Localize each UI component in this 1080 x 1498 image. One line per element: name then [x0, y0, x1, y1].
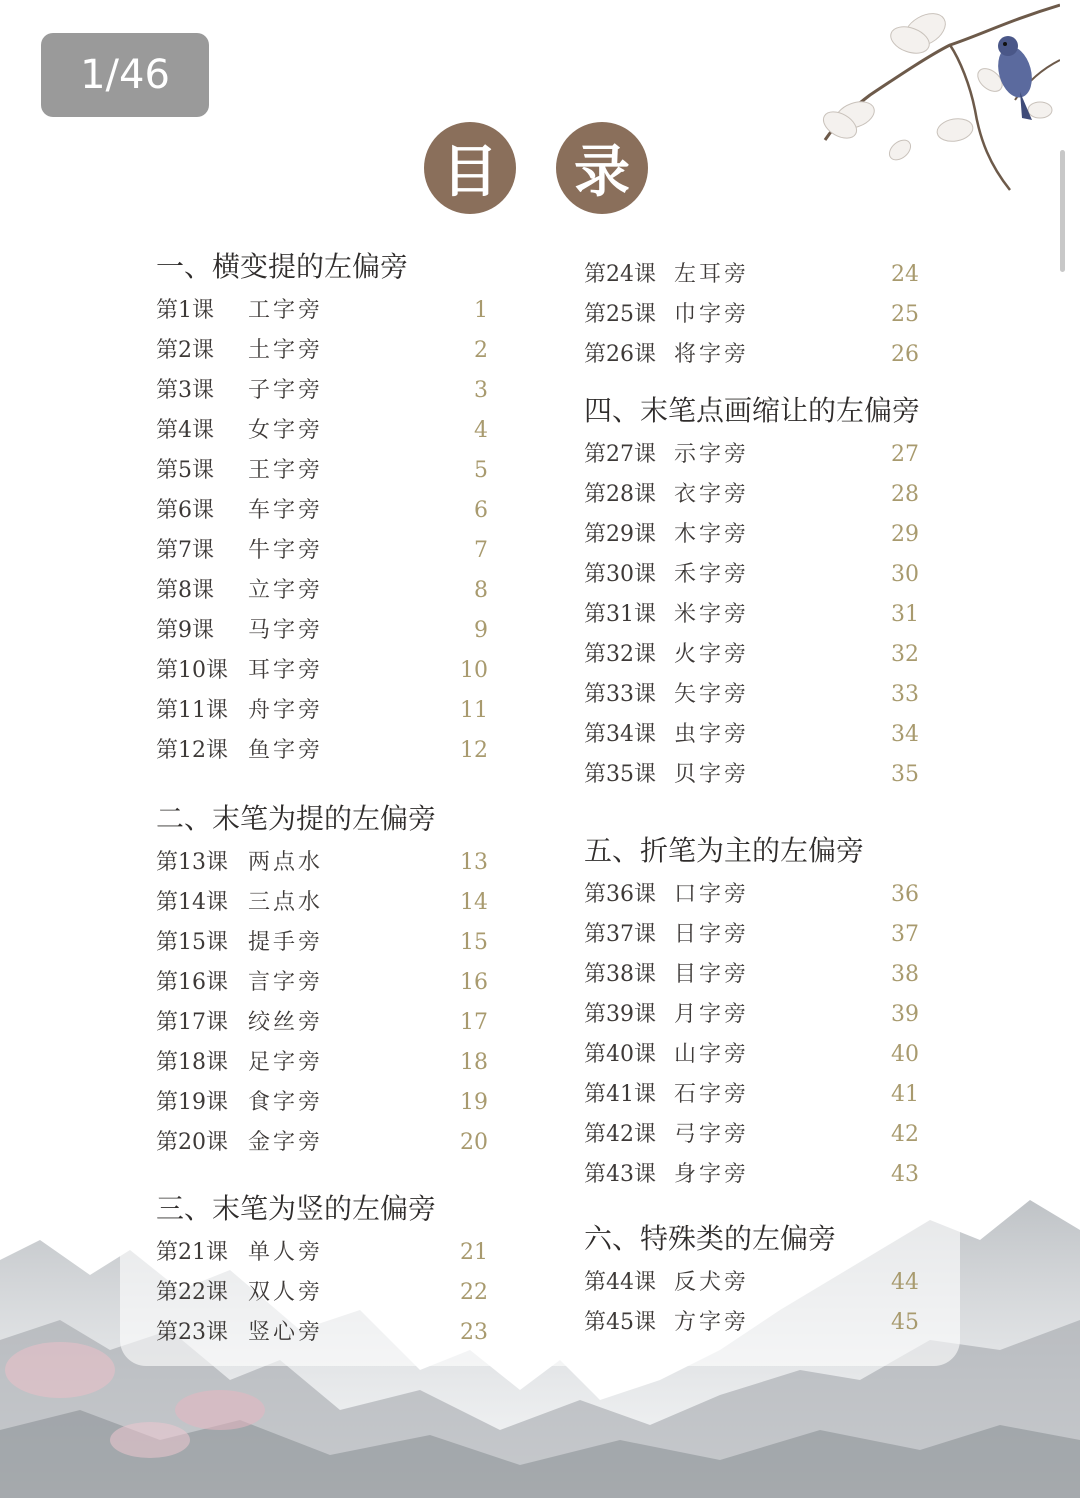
page-number: 34	[891, 722, 919, 747]
toc-entry[interactable]	[584, 915, 924, 955]
page-number: 24	[891, 262, 919, 287]
lesson-name: 方字旁	[674, 1310, 750, 1335]
page-number: 8	[474, 578, 488, 603]
page-number: 4	[474, 418, 488, 443]
toc-entry[interactable]	[584, 295, 924, 335]
toc-entry[interactable]	[584, 755, 924, 795]
lesson-name: 月字旁	[674, 1002, 750, 1027]
page-number: 32	[891, 642, 919, 667]
lesson-number: 第30课	[584, 562, 656, 587]
lesson-name: 牛字旁	[248, 538, 324, 563]
page-number: 5	[474, 458, 488, 483]
toc-entry[interactable]	[584, 255, 924, 295]
page-number: 39	[891, 1002, 919, 1027]
lesson-name: 立字旁	[248, 578, 324, 603]
toc-entry[interactable]	[156, 411, 496, 451]
page-number: 16	[460, 970, 488, 995]
section-title: 一、横变提的左偏旁	[156, 250, 409, 283]
page-number: 3	[474, 378, 488, 403]
lesson-number: 第12课	[156, 738, 228, 763]
lesson-number: 第7课	[156, 538, 214, 563]
lesson-name: 车字旁	[248, 498, 324, 523]
lesson-number: 第42课	[584, 1122, 656, 1147]
section-title: 五、折笔为主的左偏旁	[584, 834, 865, 867]
toc-entry[interactable]	[156, 491, 496, 531]
lesson-number: 第2课	[156, 338, 214, 363]
page-number: 6	[474, 498, 488, 523]
lesson-name: 山字旁	[674, 1042, 750, 1067]
lesson-number: 第1课	[156, 298, 214, 323]
toc-entry[interactable]	[156, 1123, 496, 1163]
title-char-mu: 目	[424, 122, 516, 214]
lesson-number: 第16课	[156, 970, 228, 995]
title-char-lu: 录	[556, 122, 648, 214]
lesson-name: 矢字旁	[674, 682, 750, 707]
lesson-number: 第26课	[584, 342, 656, 367]
toc-entry[interactable]	[156, 531, 496, 571]
lesson-number: 第28课	[584, 482, 656, 507]
lesson-number: 第35课	[584, 762, 656, 787]
page-number: 26	[891, 342, 919, 367]
toc-entry[interactable]	[156, 571, 496, 611]
lesson-number: 第22课	[156, 1280, 228, 1305]
lesson-number: 第23课	[156, 1320, 228, 1345]
toc-entry[interactable]	[584, 995, 924, 1035]
lesson-name: 两点水	[248, 850, 324, 875]
lesson-number: 第20课	[156, 1130, 228, 1155]
lesson-number: 第27课	[584, 442, 656, 467]
lesson-name: 左耳旁	[674, 262, 750, 287]
toc-entry[interactable]	[156, 923, 496, 963]
section-title: 六、特殊类的左偏旁	[584, 1222, 837, 1255]
page-number: 35	[891, 762, 919, 787]
page-number: 28	[891, 482, 919, 507]
section-title: 四、末笔点画缩让的左偏旁	[584, 394, 921, 427]
toc-entry[interactable]	[584, 675, 924, 715]
toc-entry[interactable]	[156, 1233, 496, 1273]
lesson-name: 王字旁	[248, 458, 324, 483]
toc-entry[interactable]	[584, 335, 924, 375]
page-number: 21	[460, 1240, 488, 1265]
lesson-name: 示字旁	[674, 442, 750, 467]
page-number: 38	[891, 962, 919, 987]
toc-entry[interactable]	[584, 1263, 924, 1303]
scrollbar[interactable]	[1060, 150, 1065, 272]
toc-entry[interactable]	[156, 291, 496, 331]
lesson-name: 将字旁	[674, 342, 750, 367]
page-number: 40	[891, 1042, 919, 1067]
lesson-number: 第11课	[156, 698, 228, 723]
lesson-number: 第34课	[584, 722, 656, 747]
page-number: 25	[891, 302, 919, 327]
toc-entry[interactable]	[156, 1273, 496, 1313]
lesson-name: 贝字旁	[674, 762, 750, 787]
toc-entry[interactable]	[584, 1155, 924, 1195]
page-number: 41	[891, 1082, 919, 1107]
lesson-name: 虫字旁	[674, 722, 750, 747]
lesson-name: 工字旁	[248, 298, 324, 323]
lesson-name: 子字旁	[248, 378, 324, 403]
lesson-name: 口字旁	[674, 882, 750, 907]
page-number: 14	[460, 890, 488, 915]
lesson-name: 三点水	[248, 890, 324, 915]
lesson-name: 言字旁	[248, 970, 324, 995]
toc-entry[interactable]	[584, 595, 924, 635]
page-indicator: 1/46	[41, 33, 209, 117]
lesson-number: 第40课	[584, 1042, 656, 1067]
lesson-name: 日字旁	[674, 922, 750, 947]
page-number: 31	[891, 602, 919, 627]
section-title: 二、末笔为提的左偏旁	[156, 802, 437, 835]
toc-entry[interactable]	[584, 955, 924, 995]
lesson-number: 第33课	[584, 682, 656, 707]
lesson-number: 第31课	[584, 602, 656, 627]
lesson-name: 女字旁	[248, 418, 324, 443]
lesson-name: 鱼字旁	[248, 738, 324, 763]
page-number: 23	[460, 1320, 488, 1345]
toc-entry[interactable]	[584, 1035, 924, 1075]
lesson-number: 第18课	[156, 1050, 228, 1075]
page-number: 30	[891, 562, 919, 587]
page-number: 19	[460, 1090, 488, 1115]
page-number: 22	[460, 1280, 488, 1305]
toc-entry[interactable]	[156, 611, 496, 651]
lesson-name: 双人旁	[248, 1280, 324, 1305]
page-number: 29	[891, 522, 919, 547]
lesson-number: 第39课	[584, 1002, 656, 1027]
section-title: 三、末笔为竖的左偏旁	[156, 1192, 437, 1225]
lesson-number: 第37课	[584, 922, 656, 947]
page-number: 10	[460, 658, 488, 683]
lesson-name: 身字旁	[674, 1162, 750, 1187]
lesson-name: 反犬旁	[674, 1270, 750, 1295]
toc-entry[interactable]	[156, 1043, 496, 1083]
lesson-number: 第41课	[584, 1082, 656, 1107]
page-number: 33	[891, 682, 919, 707]
page-number: 17	[460, 1010, 488, 1035]
lesson-name: 土字旁	[248, 338, 324, 363]
lesson-number: 第45课	[584, 1310, 656, 1335]
lesson-number: 第6课	[156, 498, 214, 523]
toc-column-left	[156, 247, 496, 1353]
page-number: 43	[891, 1162, 919, 1187]
lesson-number: 第19课	[156, 1090, 228, 1115]
toc-entry[interactable]	[584, 635, 924, 675]
lesson-number: 第29课	[584, 522, 656, 547]
toc-entry[interactable]	[584, 555, 924, 595]
lesson-number: 第15课	[156, 930, 228, 955]
lesson-name: 木字旁	[674, 522, 750, 547]
lesson-number: 第8课	[156, 578, 214, 603]
lesson-number: 第21课	[156, 1240, 228, 1265]
page-number: 12	[460, 738, 488, 763]
page-number: 20	[460, 1130, 488, 1155]
lesson-number: 第36课	[584, 882, 656, 907]
lesson-name: 足字旁	[248, 1050, 324, 1075]
lesson-name: 弓字旁	[674, 1122, 750, 1147]
toc-entry[interactable]	[584, 435, 924, 475]
lesson-name: 巾字旁	[674, 302, 750, 327]
toc-entry[interactable]	[584, 515, 924, 555]
toc-entry[interactable]	[584, 1303, 924, 1343]
page-number: 11	[460, 698, 488, 723]
page-number: 1	[474, 298, 488, 323]
toc-entry[interactable]	[584, 715, 924, 755]
lesson-name: 金字旁	[248, 1130, 324, 1155]
page-number: 44	[891, 1270, 919, 1295]
lesson-number: 第10课	[156, 658, 228, 683]
toc-entry[interactable]	[156, 691, 496, 731]
toc-entry[interactable]	[584, 1075, 924, 1115]
lesson-number: 第14课	[156, 890, 228, 915]
toc-entry[interactable]	[156, 1003, 496, 1043]
lesson-number: 第17课	[156, 1010, 228, 1035]
page-number: 45	[891, 1310, 919, 1335]
lesson-name: 竖心旁	[248, 1320, 324, 1345]
toc-entry[interactable]	[156, 1083, 496, 1123]
page-number: 42	[891, 1122, 919, 1147]
toc-entry[interactable]	[156, 843, 496, 883]
toc-entry[interactable]	[584, 1115, 924, 1155]
lesson-number: 第43课	[584, 1162, 656, 1187]
lesson-name: 石字旁	[674, 1082, 750, 1107]
lesson-number: 第5课	[156, 458, 214, 483]
magnolia-bird-illustration	[810, 0, 1060, 215]
page-number: 13	[460, 850, 488, 875]
lesson-name: 舟字旁	[248, 698, 324, 723]
toc-entry[interactable]	[156, 371, 496, 411]
page-number: 7	[474, 538, 488, 563]
lesson-name: 禾字旁	[674, 562, 750, 587]
page-number: 18	[460, 1050, 488, 1075]
toc-entry[interactable]	[156, 963, 496, 1003]
toc-entry[interactable]	[584, 475, 924, 515]
lesson-number: 第4课	[156, 418, 214, 443]
lesson-name: 耳字旁	[248, 658, 324, 683]
lesson-name: 提手旁	[248, 930, 324, 955]
lesson-number: 第38课	[584, 962, 656, 987]
page-number: 15	[460, 930, 488, 955]
lesson-name: 绞丝旁	[248, 1010, 324, 1035]
lesson-name: 单人旁	[248, 1240, 324, 1265]
page-number: 2	[474, 338, 488, 363]
lesson-number: 第3课	[156, 378, 214, 403]
lesson-number: 第13课	[156, 850, 228, 875]
lesson-name: 米字旁	[674, 602, 750, 627]
lesson-name: 火字旁	[674, 642, 750, 667]
lesson-name: 马字旁	[248, 618, 324, 643]
toc-entry[interactable]	[156, 1313, 496, 1353]
toc-entry[interactable]	[156, 651, 496, 691]
toc-column-right	[584, 255, 924, 1343]
toc-entry[interactable]	[156, 331, 496, 371]
page-number: 36	[891, 882, 919, 907]
lesson-number: 第24课	[584, 262, 656, 287]
page-number: 27	[891, 442, 919, 467]
lesson-name: 目字旁	[674, 962, 750, 987]
lesson-name: 衣字旁	[674, 482, 750, 507]
page-number: 37	[891, 922, 919, 947]
lesson-number: 第25课	[584, 302, 656, 327]
toc-entry[interactable]	[156, 451, 496, 491]
lesson-name: 食字旁	[248, 1090, 324, 1115]
toc-entry[interactable]	[584, 875, 924, 915]
lesson-number: 第32课	[584, 642, 656, 667]
lesson-number: 第9课	[156, 618, 214, 643]
toc-entry[interactable]	[156, 883, 496, 923]
page-number: 9	[474, 618, 488, 643]
toc-entry[interactable]	[156, 731, 496, 771]
lesson-number: 第44课	[584, 1270, 656, 1295]
